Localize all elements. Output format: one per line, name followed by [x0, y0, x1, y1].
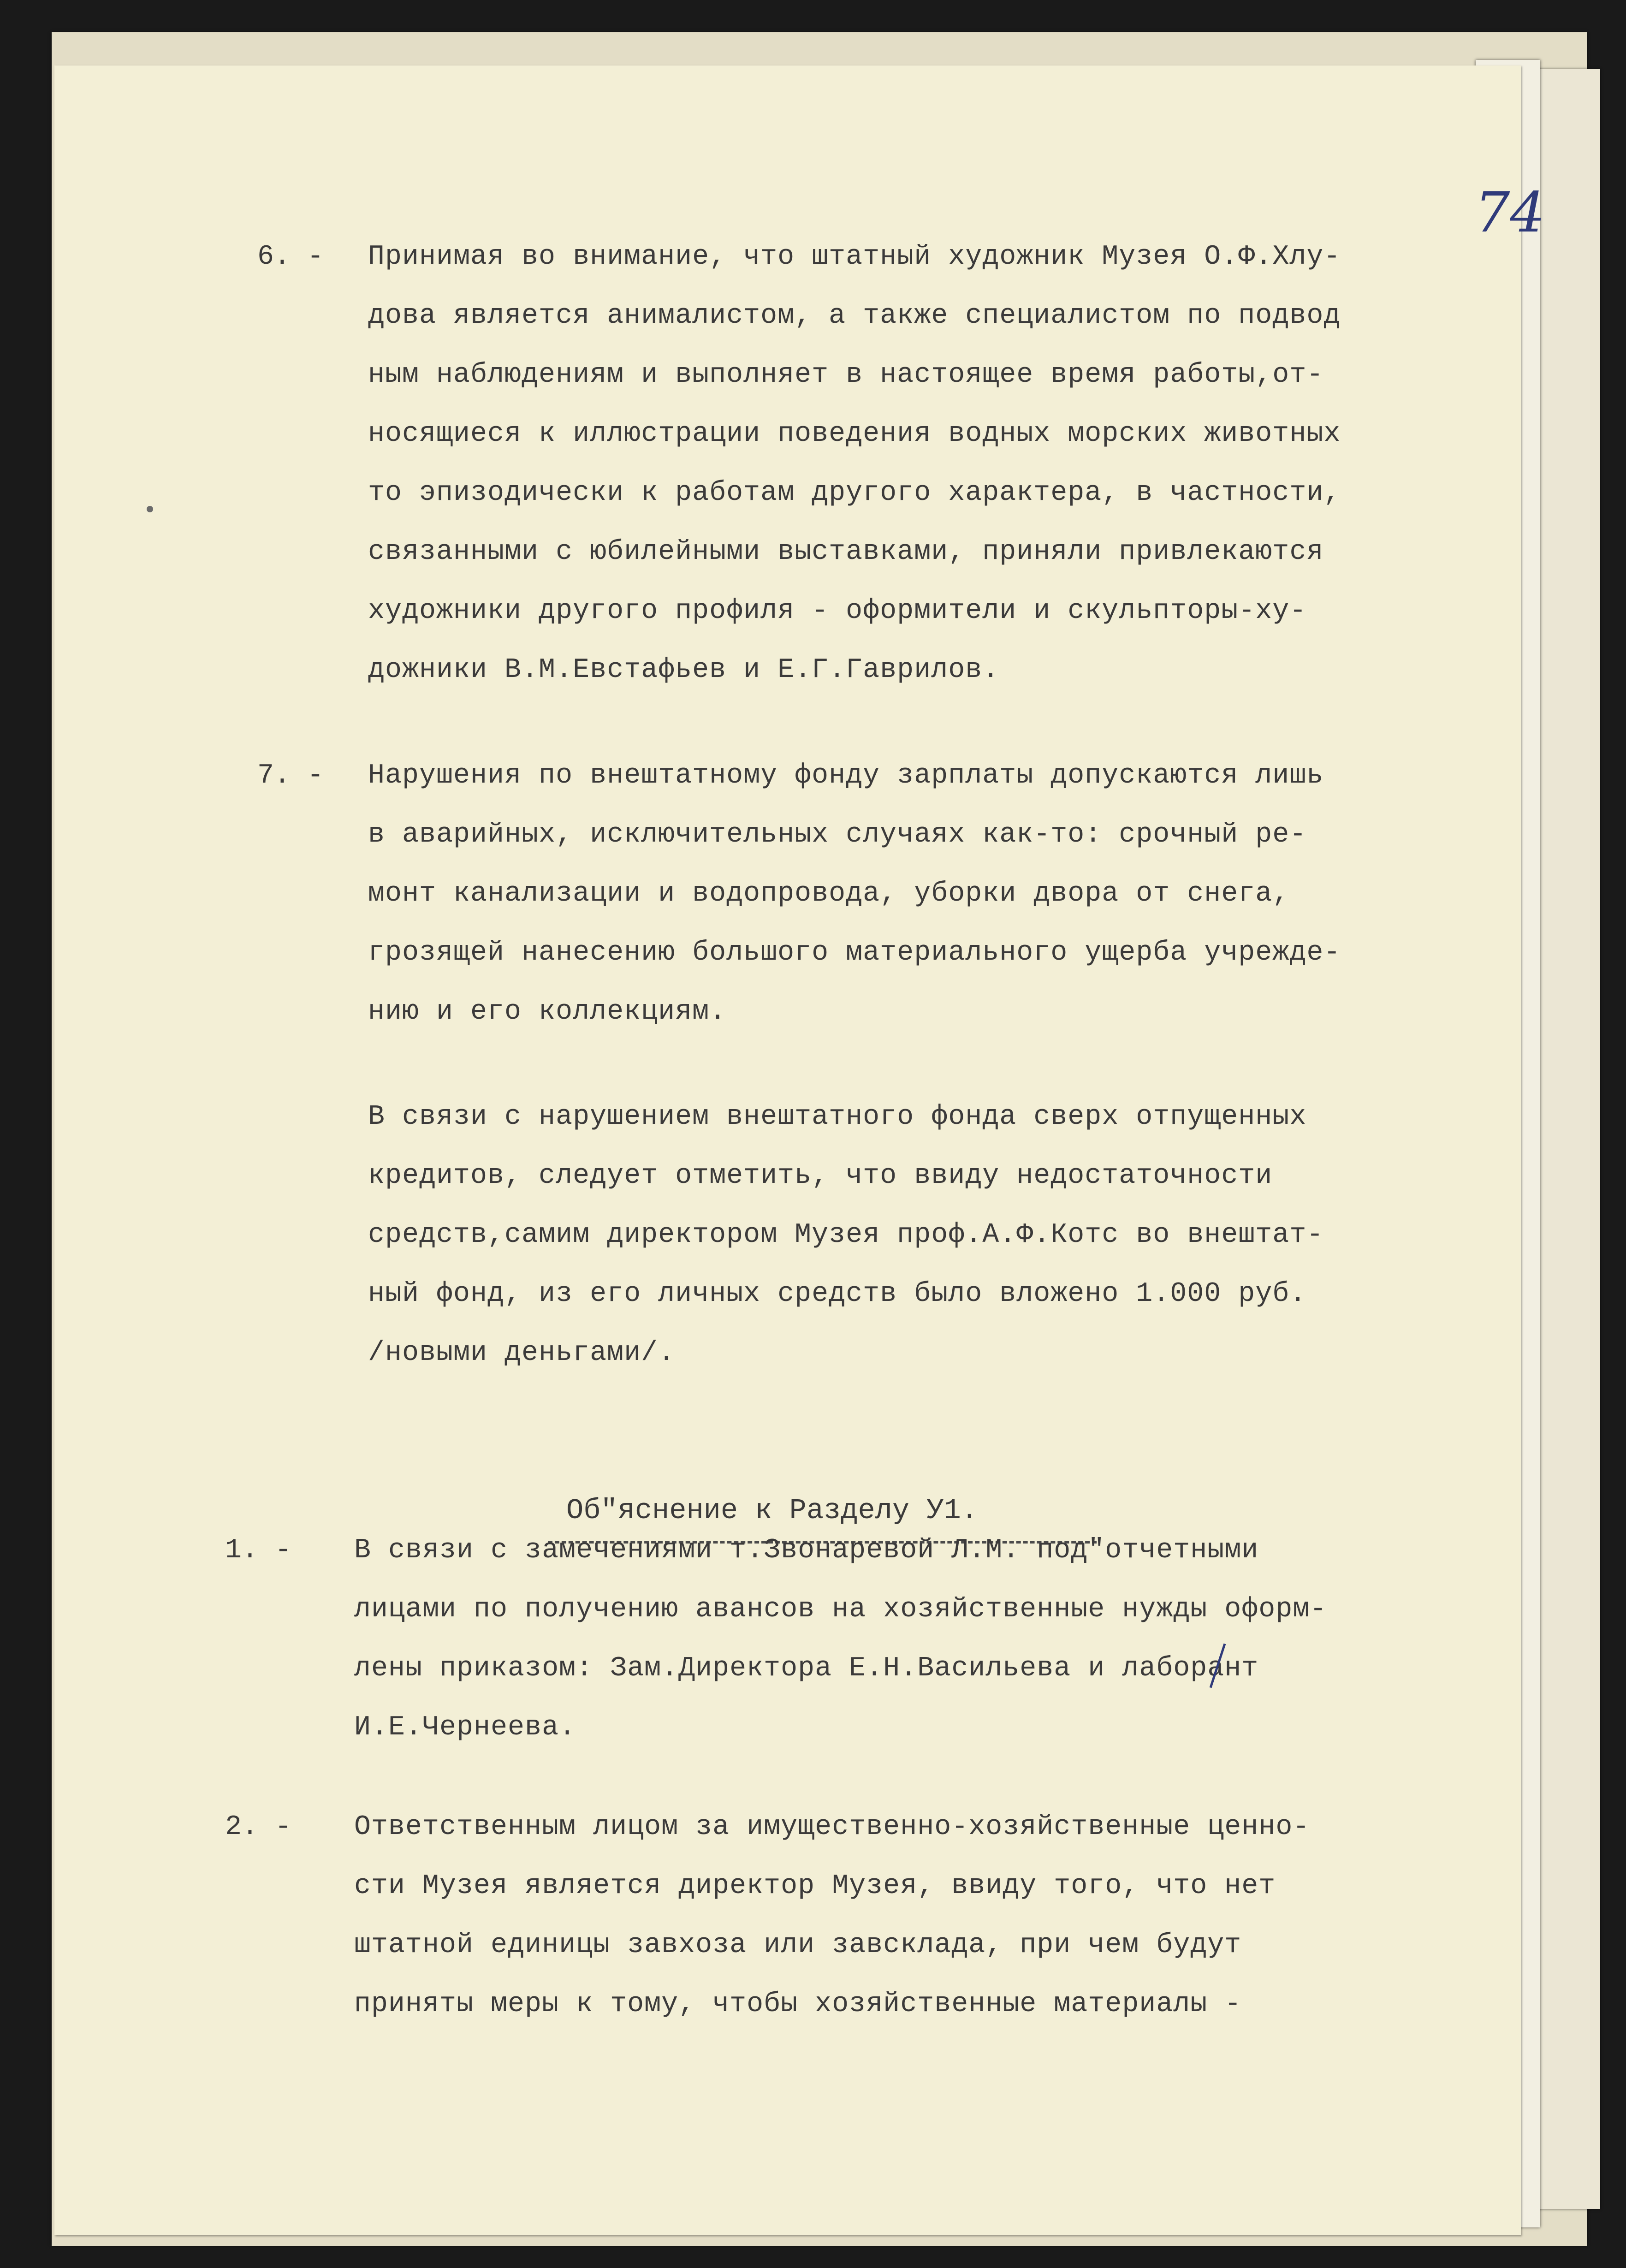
- text-line: И.Е.Чернеева.: [354, 1712, 576, 1743]
- section-heading: Об"яснение к Разделу У1.: [566, 1494, 978, 1527]
- text-line: приняты меры к тому, чтобы хозяйственные материалы -: [354, 1989, 1242, 2020]
- text-line: ным наблюдениям и выполняет в настоящее время работы,от-: [368, 359, 1324, 391]
- text-line: сти Музея является директор Музея, ввиду того, что нет: [354, 1870, 1276, 1902]
- text-line: дова является анималистом, а также специалистом по подвод: [368, 300, 1341, 332]
- text-line: штатной единицы завхоза или завсклада, при чем будут: [354, 1930, 1242, 1961]
- text-line: средств,самим директором Музея проф.А.Ф.Котс во внештат-: [368, 1219, 1324, 1251]
- text-line: В связи с нарушением внештатного фонда сверх отпущенных: [368, 1101, 1307, 1133]
- text-line: лены приказом: Зам.Директора Е.Н.Васильева и лаборант: [354, 1653, 1259, 1684]
- page-number: 74: [1475, 181, 1545, 245]
- item-number: 6. -: [257, 241, 324, 273]
- text-line: Принимая во внимание, что штатный художник Музея О.Ф.Хлу-: [368, 241, 1341, 273]
- text-line: нию и его коллекциям.: [368, 996, 727, 1027]
- text-line: в аварийных, исключительных случаях как-то: срочный ре-: [368, 819, 1307, 850]
- text-line: художники другого профиля - оформители и скульпторы-ху-: [368, 595, 1307, 627]
- item-number: 7. -: [257, 760, 324, 791]
- text-line: В связи с замечениями т.Звонаревой Л.М. под"отчетными: [354, 1535, 1259, 1566]
- text-line: грозящей нанесению большого материального ущерба учрежде-: [368, 937, 1341, 968]
- text-line: носящиеся к иллюстрации поведения водных морских животных: [368, 418, 1341, 450]
- text-line: Нарушения по внештатному фонду зарплаты допускаются лишь: [368, 760, 1324, 791]
- text-line: то эпизодически к работам другого характера, в частности,: [368, 477, 1341, 509]
- margin-dot: [147, 506, 153, 512]
- text-line: Ответственным лицом за имущественно-хозяйственные ценно-: [354, 1811, 1310, 1843]
- text-line: /новыми деньгами/.: [368, 1337, 676, 1369]
- text-line: ный фонд, из его личных средств было вложено 1.000 руб.: [368, 1278, 1307, 1310]
- text-line: кредитов, следует отметить, что ввиду недостаточности: [368, 1160, 1273, 1192]
- item-number: 1. -: [225, 1535, 292, 1566]
- text-line: монт канализации и водопровода, уборки двора от снега,: [368, 878, 1290, 909]
- item-number: 2. -: [225, 1811, 292, 1843]
- text-line: связанными с юбилейными выставками, приняли привлекаются: [368, 536, 1324, 568]
- text-line: лицами по получению авансов на хозяйственные нужды оформ-: [354, 1594, 1327, 1625]
- text-line: дожники В.М.Евстафьев и Е.Г.Гаврилов.: [368, 654, 1000, 686]
- document-page: [54, 65, 1545, 2235]
